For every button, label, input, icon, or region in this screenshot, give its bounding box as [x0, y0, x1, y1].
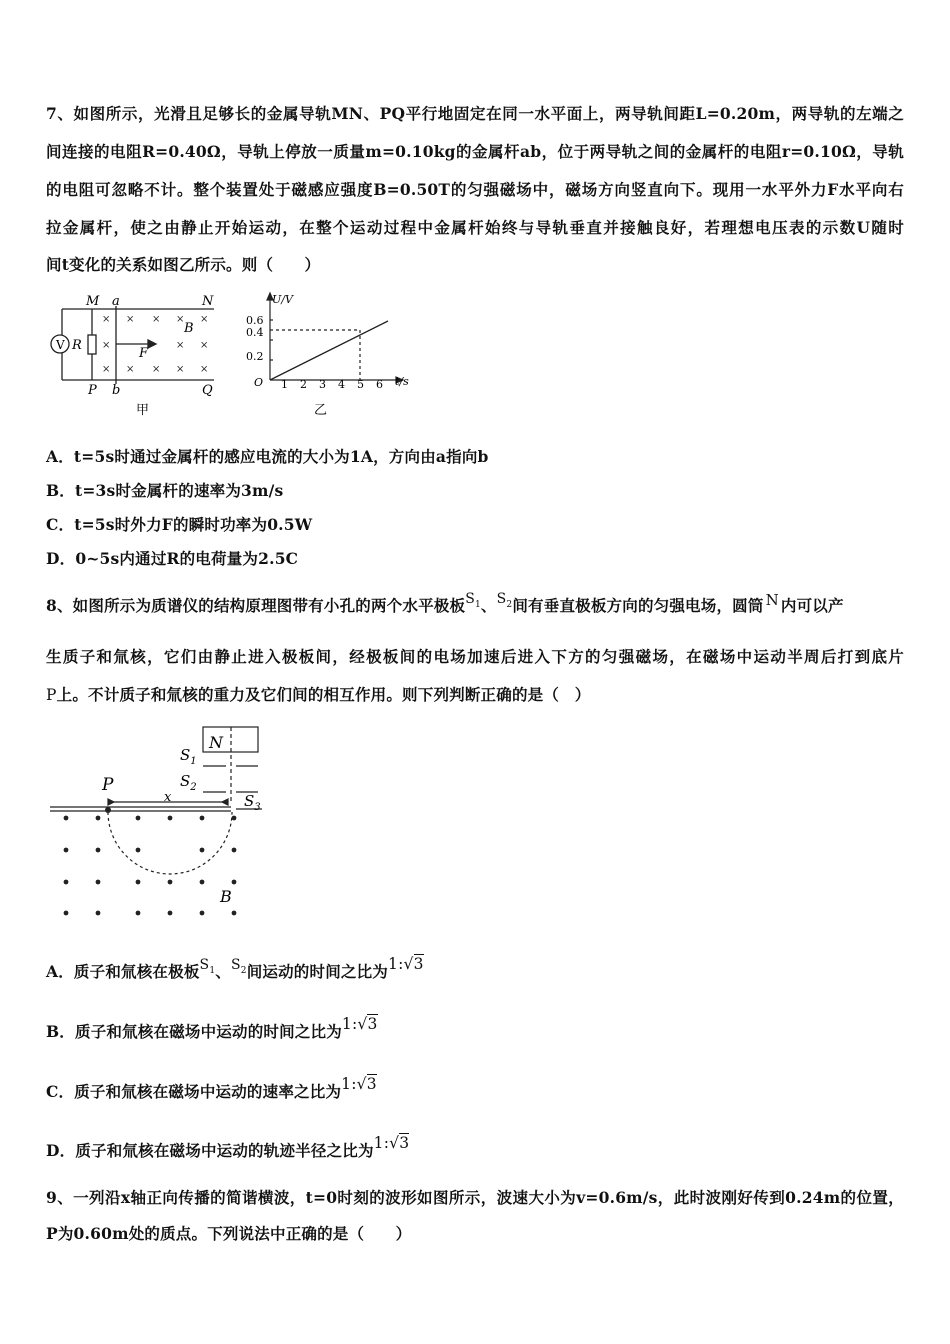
plate-s2: [230, 957, 247, 976]
fig-label-s3: [244, 792, 261, 813]
label-M: M: [86, 294, 100, 309]
s-letter: S: [180, 746, 191, 764]
caption-jia: 甲: [136, 403, 150, 418]
caption-yi: 乙: [314, 403, 328, 418]
field-cross: ×: [126, 364, 135, 375]
option-text: 间运动的时间之比为: [246, 962, 389, 981]
q8-option-a[interactable]: [46, 955, 424, 984]
field-cross: ×: [176, 340, 185, 351]
plate-s1: [465, 591, 481, 610]
label-b: b: [112, 383, 121, 398]
field-cross: ×: [102, 340, 111, 351]
field-cross: ×: [102, 364, 111, 375]
field-cross: ×: [200, 364, 209, 375]
fig-label-s1: [180, 746, 197, 767]
field-cross: ×: [152, 364, 161, 375]
q8-text: 内可以产: [780, 596, 844, 615]
s-letter: S: [244, 792, 255, 810]
ratio-text: 1:: [341, 1015, 358, 1033]
q8-option-b[interactable]: [46, 1015, 378, 1042]
label-N: N: [202, 294, 214, 309]
field-cross: ×: [176, 314, 185, 325]
q7-option-a[interactable]: A．t=5s时通过金属杆的感应电流的大小为1A，方向由a指向b: [46, 447, 489, 466]
sqrt-radicand: 3: [399, 1134, 410, 1152]
ratio-text: 1:: [388, 955, 404, 973]
fig-label-P: P: [102, 775, 114, 795]
q8-sep: 、: [480, 596, 497, 615]
ratio-expr: [341, 1075, 377, 1093]
field-cross: ×: [126, 314, 135, 325]
s-letter: S: [230, 957, 241, 973]
label-Q: Q: [202, 383, 213, 398]
ratio-expr: [374, 1134, 410, 1152]
q7-figure-yi: [238, 290, 418, 418]
ratio-text: 1:: [373, 1134, 390, 1152]
q7-line-3: 的电阻可忽略不计。整个装置处于磁感应强度B=0.50T的匀强磁场中，磁场方向竖直向下。现用一水平外力F水平向右: [46, 180, 904, 199]
s-letter: S: [496, 591, 507, 607]
axis-ylabel: U/V: [272, 293, 293, 306]
s-letter: S: [180, 772, 191, 790]
q8-option-c[interactable]: [46, 1075, 377, 1102]
q9-line-1: 9、一列沿x轴正向传播的简谐横波，t=0时刻的波形如图所示，波速大小为v=0.6m/s，此时波刚好传到0.24m的位置，: [46, 1188, 904, 1207]
ytick: 0.6: [246, 314, 264, 327]
fig-label-s2: [180, 772, 197, 793]
s-sub: 1: [209, 965, 216, 976]
q7-option-d[interactable]: D．0~5s内通过R的电荷量为2.5C: [46, 549, 299, 568]
option-sep: 、: [215, 962, 231, 981]
ratio-expr: [388, 955, 424, 973]
s-sub: 3: [254, 802, 261, 813]
sqrt-sign: √: [389, 1134, 400, 1152]
xtick: 1: [281, 378, 288, 391]
sqrt-sign: √: [356, 1075, 367, 1093]
field-cross: ×: [200, 314, 209, 325]
q8-line-2: 生质子和氚核，它们由静止进入极板间，经极板间的电场加速后进入下方的匀强磁场，在磁场中运动半周后打到底片: [46, 647, 904, 666]
plate-s2: [496, 591, 513, 610]
ytick: 0.2: [246, 350, 264, 363]
fig-label-x: x: [164, 790, 172, 805]
label-F: F: [139, 346, 149, 361]
q8-line-1: [46, 591, 844, 618]
sqrt-radicand: 3: [413, 955, 424, 973]
axis-xlabel: t/s: [395, 375, 409, 388]
voltmeter-label: V: [56, 338, 65, 352]
q8-line-3: [46, 683, 590, 705]
sqrt-radicand: 3: [366, 1075, 377, 1093]
s-sub: 1: [474, 599, 481, 610]
q9-line-2: P为0.60m处的质点。下列说法中正确的是（ ）: [46, 1224, 412, 1243]
fig-label-B: B: [220, 887, 232, 906]
field-cross: ×: [152, 314, 161, 325]
resistor-label: R: [72, 338, 82, 353]
sqrt-sign: √: [403, 955, 414, 973]
label-B: B: [184, 321, 194, 336]
xtick: 5: [357, 378, 364, 391]
q7-option-c[interactable]: C．t=5s时外力F的瞬时功率为0.5W: [46, 515, 313, 534]
q8-figure: [46, 722, 276, 922]
s-sub: 2: [240, 965, 247, 976]
film-p: P: [46, 686, 57, 704]
q7-option-b[interactable]: B．t=3s时金属杆的速率为3m/s: [46, 481, 284, 500]
ratio-expr: [342, 1015, 378, 1033]
s-sub: 2: [506, 599, 513, 610]
field-cross: ×: [200, 340, 209, 351]
q8-option-d[interactable]: [46, 1134, 410, 1161]
option-text: A．质子和氚核在极板: [46, 962, 200, 981]
plate-s1: [199, 957, 216, 976]
field-cross: ×: [176, 364, 185, 375]
sqrt-radicand: 3: [367, 1015, 378, 1033]
xtick: 2: [300, 378, 307, 391]
q7-line-4: 拉金属杆，使之由静止开始运动，在整个运动过程中金属杆始终与导轨垂直并接触良好，若理想电压表的示数U随时: [46, 218, 904, 237]
q8-text: 8、如图所示为质谱仪的结构原理图带有小孔的两个水平极板: [46, 596, 466, 615]
axis-origin: O: [254, 376, 264, 389]
label-a: a: [112, 294, 120, 309]
option-text: D．质子和氚核在磁场中运动的轨迹半径之比为: [46, 1141, 374, 1160]
xtick: 3: [319, 378, 326, 391]
field-cross: ×: [102, 314, 111, 325]
s-letter: S: [199, 957, 210, 973]
q7-figure-jia: [44, 292, 224, 422]
q8-text: 上。不计质子和氚核的重力及它们间的相互作用。则下列判断正确的是（ ）: [56, 685, 591, 704]
ytick: 0.4: [246, 326, 264, 339]
q7-line-1: 7、如图所示，光滑且足够长的金属导轨MN、PQ平行地固定在同一水平面上，两导轨间距L=0.20m，两导轨的左端之: [46, 104, 904, 123]
fig-label-N: N: [209, 733, 223, 752]
xtick: 6: [376, 378, 383, 391]
q7-line-2: 间连接的电阻R=0.40Ω，导轨上停放一质量m=0.10kg的金属杆ab，位于两导轨之间的金属杆的电阻r=0.10Ω，导轨: [46, 142, 904, 161]
s-sub: 2: [190, 782, 197, 793]
cylinder-n: N: [765, 591, 779, 609]
s-sub: 1: [190, 756, 197, 767]
option-text: B．质子和氚核在磁场中运动的时间之比为: [46, 1022, 342, 1041]
q7-line-5: 间t变化的关系如图乙所示。则（ ）: [46, 255, 321, 274]
xtick: 4: [338, 378, 345, 391]
sqrt-sign: √: [357, 1015, 368, 1033]
s-letter: S: [465, 591, 475, 607]
ratio-text: 1:: [341, 1075, 357, 1093]
q8-text: 间有垂直极板方向的匀强电场，圆筒: [512, 596, 764, 615]
option-text: C．质子和氚核在磁场中运动的速率之比为: [46, 1082, 342, 1101]
label-P: P: [88, 383, 97, 398]
